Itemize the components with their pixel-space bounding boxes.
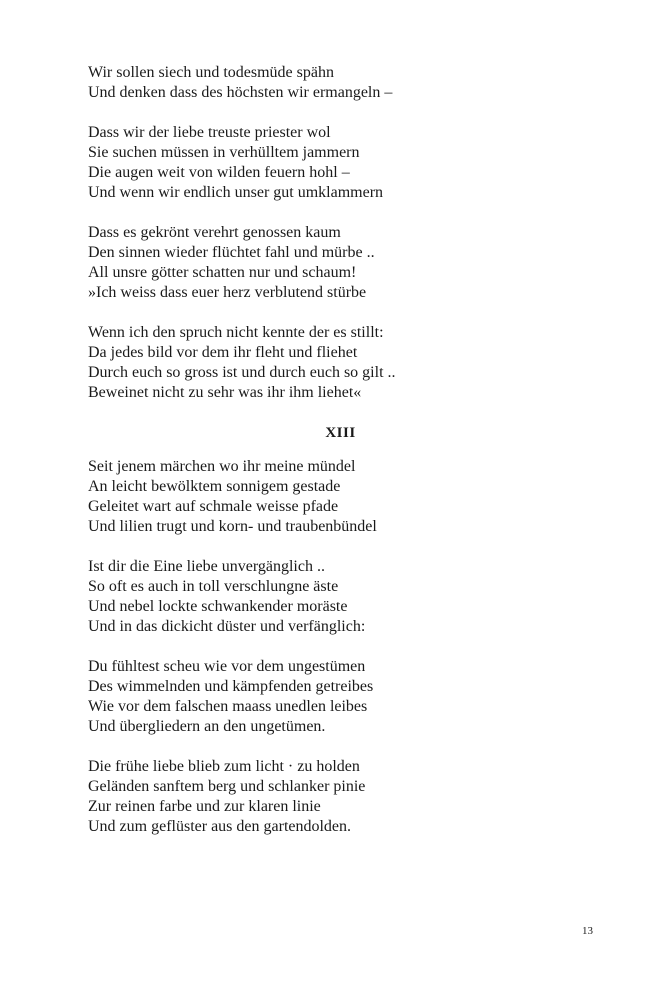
verse-line: Sie suchen müssen in verhülltem jammern bbox=[88, 144, 360, 161]
verse-line: Beweinet nicht zu sehr was ihr ihm liehet« bbox=[88, 384, 362, 401]
stanza bbox=[88, 557, 568, 637]
verse-line: Und in das dickicht düster und verfänglich: bbox=[88, 618, 366, 635]
verse-line: Und lilien trugt und korn- und traubenbündel bbox=[88, 518, 377, 535]
verse-line: Geländen sanftem berg und schlanker pinie bbox=[88, 778, 366, 795]
verse-line: An leicht bewölktem sonnigem gestade bbox=[88, 478, 341, 495]
page-number: 13 bbox=[582, 925, 593, 937]
poem-part-2 bbox=[88, 457, 568, 837]
verse-line: Und wenn wir endlich unser gut umklammern bbox=[88, 184, 384, 201]
poem-part-1 bbox=[88, 63, 568, 403]
stanza bbox=[88, 123, 568, 203]
verse-line: Den sinnen wieder flüchtet fahl und mürbe .. bbox=[88, 244, 375, 261]
stanza bbox=[88, 223, 568, 303]
verse-line: Dass wir der liebe treuste priester wol bbox=[88, 124, 331, 141]
stanza bbox=[88, 323, 568, 403]
verse-line: Du fühltest scheu wie vor dem ungestümen bbox=[88, 658, 366, 675]
verse-line: »Ich weiss dass euer herz verblutend stürbe bbox=[88, 284, 367, 301]
verse-line: All unsre götter schatten nur und schaum! bbox=[88, 264, 357, 281]
stanza bbox=[88, 757, 568, 837]
verse-line: So oft es auch in toll verschlungne äste bbox=[88, 578, 339, 595]
verse-line: Ist dir die Eine liebe unvergänglich .. bbox=[88, 558, 325, 575]
verse-line: Zur reinen farbe und zur klaren linie bbox=[88, 798, 321, 815]
verse-line: Dass es gekrönt verehrt genossen kaum bbox=[88, 224, 341, 241]
verse-line: Und übergliedern an den ungetümen. bbox=[88, 718, 326, 735]
verse-line: Da jedes bild vor dem ihr fleht und fliehet bbox=[88, 344, 358, 361]
verse-line: Wenn ich den spruch nicht kennte der es stillt: bbox=[88, 324, 384, 341]
stanza bbox=[88, 457, 568, 537]
verse-line: Wie vor dem falschen maass unedlen leibes bbox=[88, 698, 368, 715]
section-heading: XIII bbox=[325, 425, 356, 441]
verse-line: Durch euch so gross ist und durch euch so gilt .. bbox=[88, 364, 396, 381]
verse-line: Und nebel lockte schwankender moräste bbox=[88, 598, 348, 615]
stanza bbox=[88, 657, 568, 737]
poem-text bbox=[88, 63, 568, 857]
verse-line: Seit jenem märchen wo ihr meine mündel bbox=[88, 458, 356, 475]
verse-line: Die augen weit von wilden feuern hohl – bbox=[88, 164, 350, 181]
stanza bbox=[88, 63, 568, 103]
verse-line: Die frühe liebe blieb zum licht · zu holden bbox=[88, 758, 360, 775]
verse-line: Und denken dass des höchsten wir ermangeln – bbox=[88, 84, 393, 101]
verse-line: Geleitet wart auf schmale weisse pfade bbox=[88, 498, 339, 515]
verse-line: Des wimmelnden und kämpfenden getreibes bbox=[88, 678, 374, 695]
verse-line: Wir sollen siech und todesmüde spähn bbox=[88, 64, 334, 81]
verse-line: Und zum geflüster aus den gartendolden. bbox=[88, 818, 352, 835]
